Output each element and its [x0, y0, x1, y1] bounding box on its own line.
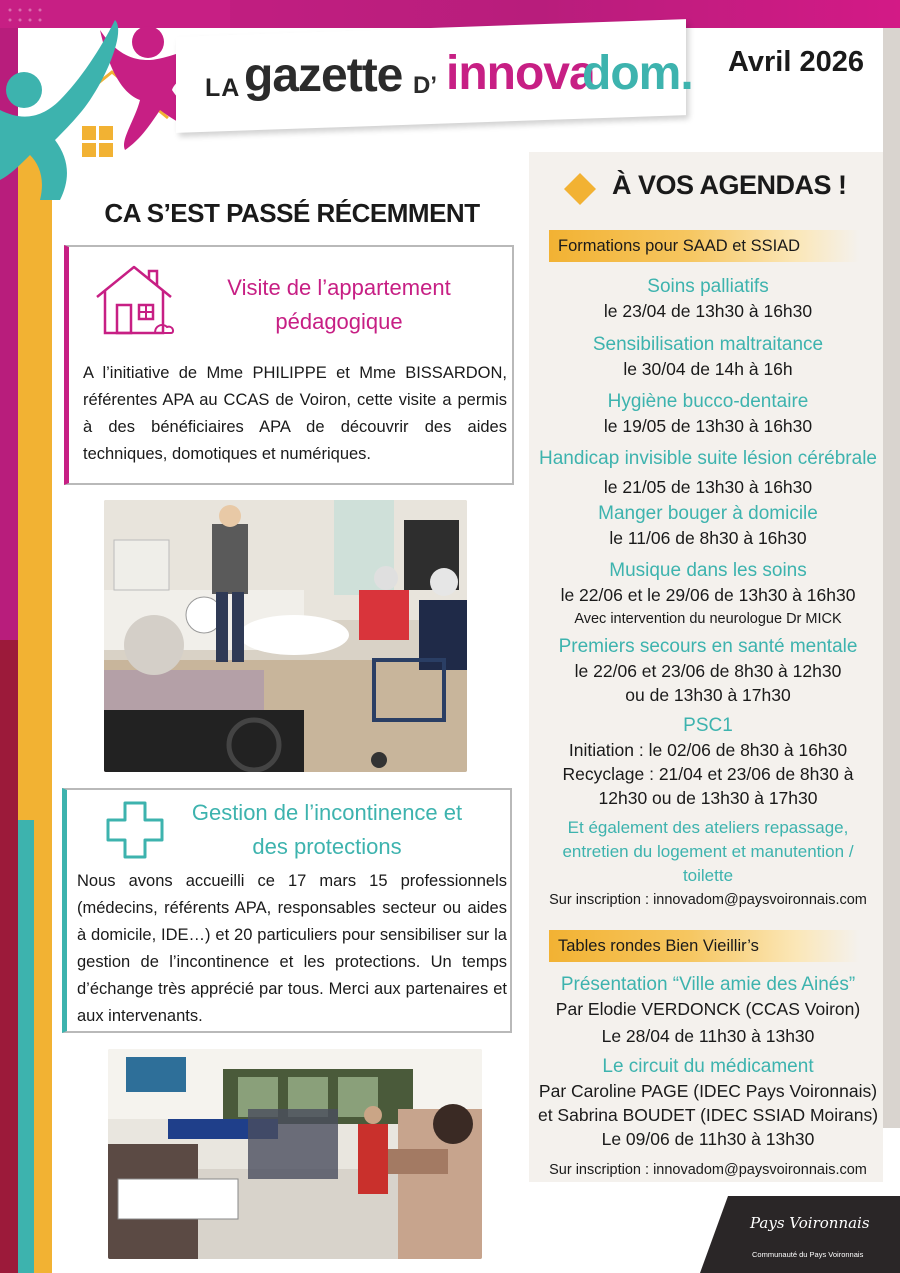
title-d: D’	[413, 72, 437, 99]
event-date: ou de 13h30 à 17h30	[625, 685, 791, 705]
event-date: 12h30 ou de 13h30 à 17h30	[598, 788, 818, 808]
event-speaker: et Sabrina BOUDET (IDEC SSIAD Moirans)	[537, 1105, 879, 1125]
event-date: Le 28/04 de 11h30 à 13h30	[601, 1026, 815, 1046]
title-gazette: gazette	[244, 49, 403, 102]
card-gestion-incontinence	[62, 788, 512, 1033]
title-la: LA	[205, 74, 241, 102]
medical-cross-icon	[105, 800, 165, 860]
event-ville-amie-aines	[533, 972, 883, 1048]
diamond-bullet-icon	[563, 172, 597, 206]
left-teal-band	[18, 820, 34, 1273]
right-grey-band	[883, 28, 900, 1128]
pays-voironnais-logo	[700, 1196, 900, 1273]
event-title: PSC1	[683, 715, 733, 736]
issue-date: Avril 2026	[728, 46, 864, 78]
event-handicap-invisible	[533, 446, 883, 499]
event-speaker: Par Elodie VERDONCK (CCAS Voiron)	[555, 999, 861, 1019]
inscription-email-1[interactable]: Sur inscription : innovadom@paysvoironnais.com	[549, 892, 867, 908]
event-date: le 11/06 de 8h30 à 16h30	[609, 528, 807, 548]
event-sensibilisation-maltraitance	[533, 332, 883, 381]
agenda-title: À VOS AGENDAS !	[612, 170, 847, 200]
event-date: le 23/04 de 13h30 à 16h30	[603, 301, 813, 321]
photo-gestion-incontinence	[108, 1049, 482, 1259]
event-date: Recyclage : 21/04 et 23/06 de 8h30 à	[562, 764, 854, 784]
event-speaker: Par Caroline PAGE (IDEC Pays Voironnais)	[538, 1081, 878, 1101]
event-manger-bouger	[533, 501, 883, 550]
event-date: le 22/06 et 23/06 de 8h30 à 12h30	[574, 661, 842, 681]
event-title: Présentation “Ville amie des Ainés”	[560, 974, 856, 995]
event-date: le 22/06 et le 29/06 de 13h30 à 16h30	[560, 585, 856, 605]
card1-title: Visite de l’appartement pédagogique	[227, 275, 451, 334]
event-title: Premiers secours en santé mentale	[558, 636, 858, 657]
card1-body: A l’initiative de Mme PHILIPPE et Mme BISSARDON, référentes APA au CCAS de Voiron, cette visite a permis à des bénéficiaires APA de découvrir des aides techniques, domotiques et numériques.	[83, 364, 507, 463]
title-dom: dom.	[582, 47, 693, 100]
section-title-recent: CA S’EST PASSÉ RÉCEMMENT	[104, 198, 480, 228]
event-date: Initiation : le 02/06 de 8h30 à 16h30	[568, 740, 848, 760]
event-title: Manger bouger à domicile	[598, 503, 818, 524]
card2-body: Nous avons accueilli ce 17 mars 15 professionnels (médecins, référents APA, responsables secteur ou aides à domicile, IDE…) et 20 particuliers pour sensibiliser sur la gestion de l’incontinence et les protections. Un temps d’échange très apprécié par tous. Merci aux partenaires et aux intervenants.	[77, 872, 507, 1025]
event-title: Handicap invisible suite lésion cérébrale	[539, 448, 877, 469]
event-note: Avec intervention du neurologue Dr MICK	[574, 611, 842, 627]
event-hygiene-bucco-dentaire	[533, 389, 883, 438]
tables-rondes-banner: Tables rondes Bien Vieillir’s	[549, 930, 859, 962]
event-musique-soins	[533, 558, 883, 629]
event-title: Sensibilisation maltraitance	[592, 334, 824, 355]
event-title: Musique dans les soins	[609, 560, 807, 581]
event-date: le 30/04 de 14h à 16h	[623, 359, 793, 379]
event-date: Le 09/06 de 11h30 à 13h30	[601, 1129, 815, 1149]
extra-ateliers: Et également des ateliers repassage, entretien du logement et manutention / toilette	[562, 818, 854, 885]
event-premiers-secours	[533, 634, 883, 707]
event-date: le 19/05 de 13h30 à 16h30	[603, 416, 813, 436]
event-title: Soins palliatifs	[647, 276, 769, 297]
inscription-email-2[interactable]: Sur inscription : innovadom@paysvoironnais.com	[549, 1162, 867, 1178]
pays-voironnais-logo-name: Pays Voironnais	[750, 1214, 870, 1232]
card2-title: Gestion de l’incontinence et des protections	[191, 800, 463, 859]
event-circuit-medicament	[533, 1054, 883, 1151]
event-title: Hygiène bucco-dentaire	[607, 391, 809, 412]
title-innova: innova	[446, 47, 595, 100]
photo-visite-appartement	[104, 500, 467, 772]
house-icon	[93, 263, 175, 339]
pays-voironnais-logo-sub: Communauté du Pays Voironnais	[752, 1250, 864, 1259]
event-soins-palliatifs	[533, 274, 883, 323]
event-date: le 21/05 de 13h30 à 16h30	[603, 477, 813, 497]
event-psc1	[533, 713, 883, 810]
left-red-band	[0, 640, 18, 1273]
card-visite-appartement	[64, 245, 514, 485]
event-title: Le circuit du médicament	[602, 1056, 814, 1077]
formations-banner: Formations pour SAAD et SSIAD	[549, 230, 859, 262]
